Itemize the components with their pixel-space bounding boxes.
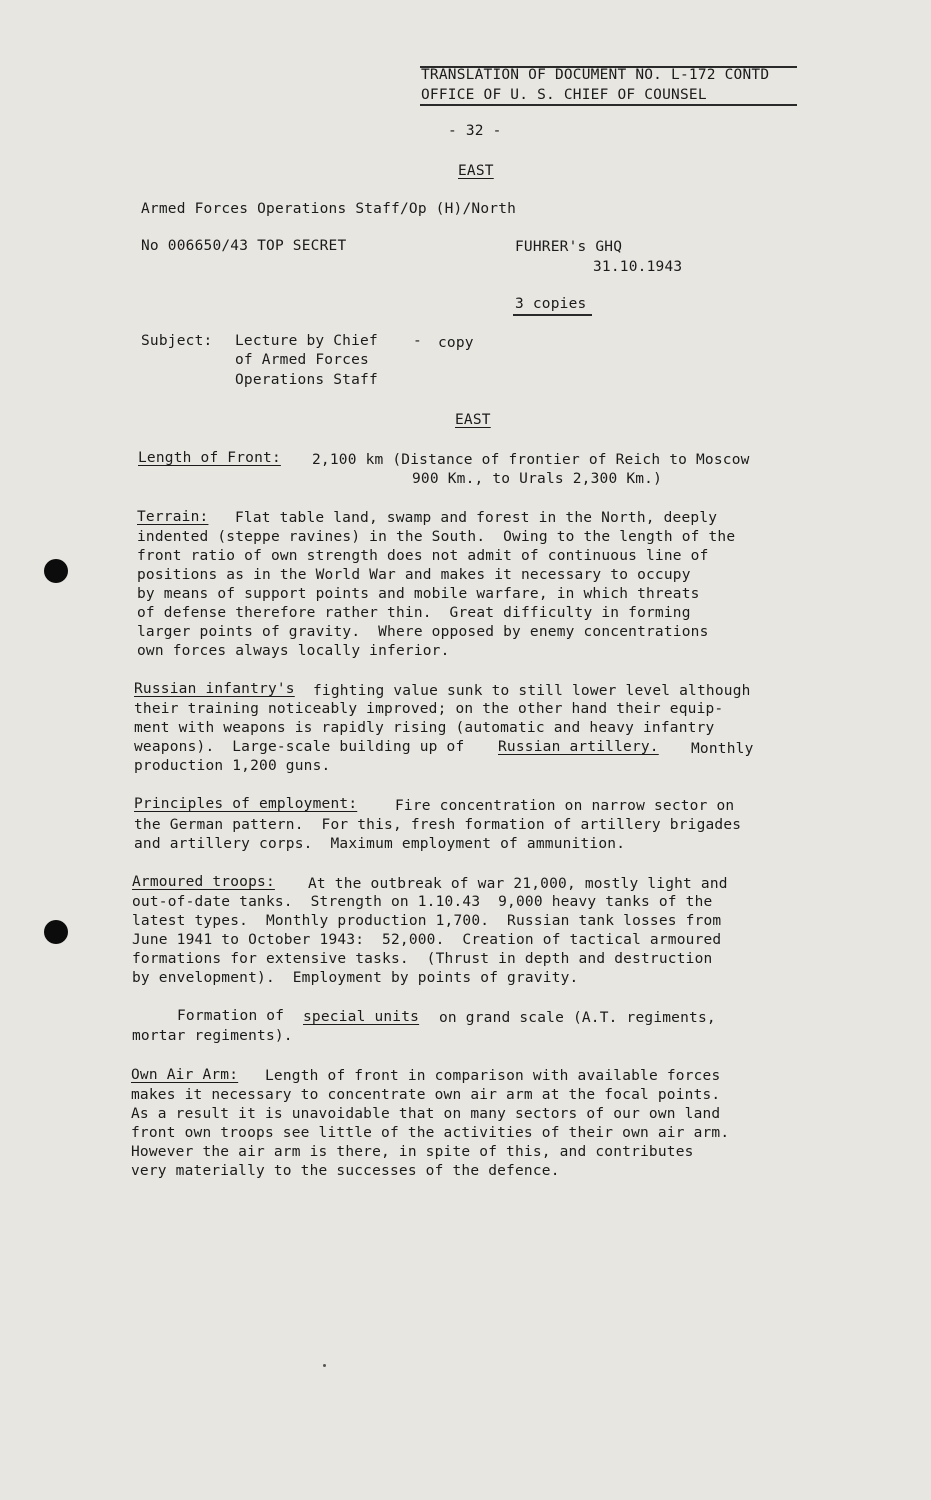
document-number: No 006650/43 TOP SECRET (141, 238, 347, 254)
copies-underline (513, 314, 592, 316)
subject-dash: - (413, 333, 422, 349)
air-line-5: However the air arm is there, in spite of this, and contributes (131, 1144, 694, 1160)
staff-line: Armed Forces Operations Staff/Op (H)/North (141, 201, 517, 217)
armour-line-3: latest types. Monthly production 1,700. Russian tank losses from (132, 913, 722, 929)
employment-line-2: the German pattern. For this, fresh formation of artillery brigades (134, 817, 742, 833)
special-line-1: on grand scale (A.T. regiments, (439, 1010, 716, 1026)
subject-line-2: of Armed Forces (235, 352, 369, 368)
armour-line-6: by envelopment). Employment by points of gravity. (132, 970, 579, 986)
armour-heading: Armoured troops: (132, 874, 275, 890)
punch-hole-top (44, 559, 68, 583)
front-heading: Length of Front: (138, 450, 281, 466)
air-line-3: As a result it is unavoidable that on many sectors of our own land (131, 1106, 721, 1122)
copies-count: 3 copies (515, 296, 587, 312)
date: 31.10.1943 (593, 259, 683, 275)
subject-copy: copy (438, 335, 474, 351)
armour-line-1: At the outbreak of war 21,000, mostly light and (308, 876, 728, 892)
location: FUHRER's GHQ (515, 239, 623, 255)
employment-line-3: and artillery corps. Maximum employment of ammunition. (134, 836, 626, 852)
front-line-1: 2,100 km (Distance of frontier of Reich to Moscow (312, 452, 750, 468)
armour-line-5: formations for extensive tasks. (Thrust in depth and destruction (132, 951, 713, 967)
terrain-line-6: of defense therefore rather thin. Great difficulty in forming (137, 605, 691, 621)
employment-line-1: Fire concentration on narrow sector on (395, 798, 735, 814)
armour-line-4: June 1941 to October 1943: 52,000. Creation of tactical armoured (132, 932, 722, 948)
infantry-line-3: ment with weapons is rapidly rising (automatic and heavy infantry (134, 720, 715, 736)
terrain-line-2: indented (steppe ravines) in the South. Owing to the length of the (137, 529, 736, 545)
header-line-1: TRANSLATION OF DOCUMENT NO. L-172 CONTD (421, 67, 770, 83)
terrain-line-8: own forces always locally inferior. (137, 643, 450, 659)
subject-label: Subject: (141, 333, 213, 349)
terrain-line-3: front ratio of own strength does not admit of continuous line of (137, 548, 709, 564)
header-line-2: OFFICE OF U. S. CHIEF OF COUNSEL (421, 87, 707, 103)
air-line-4: front own troops see little of the activities of their own air arm. (131, 1125, 730, 1141)
air-line-1: Length of front in comparison with available forces (265, 1068, 721, 1084)
air-line-2: makes it necessary to concentrate own air arm at the focal points. (131, 1087, 721, 1103)
infantry-line-2: their training noticeably improved; on the other hand their equip- (134, 701, 724, 717)
subject-line-1: Lecture by Chief (235, 333, 378, 349)
armour-line-2: out-of-date tanks. Strength on 1.10.43 9,000 heavy tanks of the (132, 894, 713, 910)
special-prefix: Formation of (177, 1008, 285, 1024)
air-line-6: very materially to the successes of the defence. (131, 1163, 560, 1179)
punch-hole-bottom (44, 920, 68, 944)
front-line-2: 900 Km., to Urals 2,300 Km.) (412, 471, 663, 487)
terrain-line-1: Flat table land, swamp and forest in the North, deeply (235, 510, 718, 526)
header-bottom-rule (420, 104, 797, 106)
page-number: - 32 - (448, 123, 502, 139)
section-title: EAST (458, 163, 494, 179)
special-line-2: mortar regiments). (132, 1028, 293, 1044)
infantry-line-4c: Monthly (691, 741, 754, 757)
subject-line-3: Operations Staff (235, 372, 378, 388)
infantry-line-1: fighting value sunk to still lower level although (313, 683, 751, 699)
infantry-line-4a: weapons). Large-scale building up of (134, 739, 465, 755)
terrain-line-7: larger points of gravity. Where opposed by enemy concentrations (137, 624, 709, 640)
terrain-line-5: by means of support points and mobile warfare, in which threats (137, 586, 700, 602)
infantry-line-4b: Russian artillery. (498, 739, 659, 755)
employment-heading: Principles of employment: (134, 796, 358, 812)
infantry-line-5: production 1,200 guns. (134, 758, 331, 774)
subtitle: EAST (455, 412, 491, 428)
terrain-heading: Terrain: (137, 509, 209, 525)
air-heading: Own Air Arm: (131, 1067, 239, 1083)
terrain-line-4: positions as in the World War and makes it necessary to occupy (137, 567, 691, 583)
special-heading: special units (303, 1009, 420, 1025)
infantry-heading: Russian infantry's (134, 681, 295, 697)
stray-mark (323, 1364, 326, 1367)
